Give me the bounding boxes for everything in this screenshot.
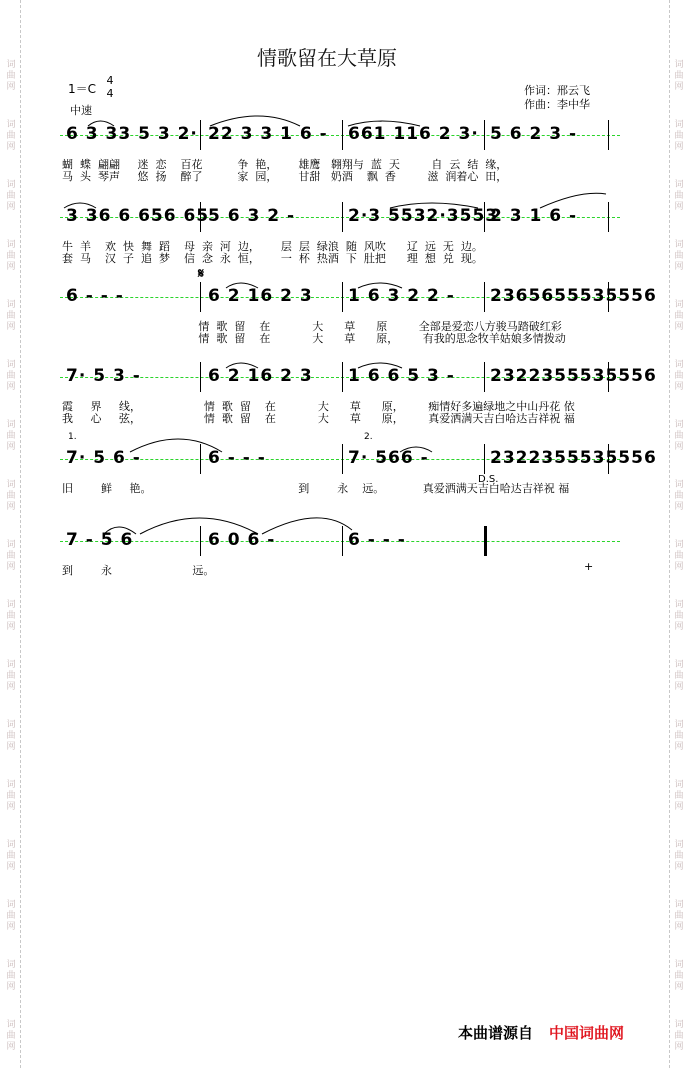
- watermark-char: 曲: [6, 671, 16, 681]
- lyric-line: 我 心 弦， 情 歌 留 在 大 草 原， 真爱洒满天吉白哈达吉祥祝 福: [62, 412, 575, 425]
- watermark-char: 网: [6, 142, 16, 152]
- watermark-char: 词: [674, 240, 684, 250]
- footer-source: [458, 1022, 624, 1043]
- watermark-char: 曲: [6, 851, 16, 861]
- measure-notes: 6 3 33 5 3 2·: [66, 124, 198, 144]
- watermark-char: 词: [674, 600, 684, 610]
- watermark-char: 曲: [6, 1031, 16, 1041]
- measure-notes: 6 - - -: [208, 448, 266, 468]
- tempo-marking: 中速: [70, 104, 92, 117]
- watermark-char: 网: [6, 82, 16, 92]
- watermark-char: 词: [6, 60, 16, 70]
- measure-notes: 661 116 2 3·: [348, 124, 479, 144]
- watermark-char: 词: [6, 480, 16, 490]
- measure-notes: 22 3 3 1 6 -: [208, 124, 328, 144]
- watermark-char: 曲: [674, 851, 684, 861]
- watermark-char: 网: [6, 382, 16, 392]
- watermark-char: 曲: [674, 371, 684, 381]
- watermark-char: 曲: [674, 791, 684, 801]
- watermark-char: 词: [674, 840, 684, 850]
- watermark-char: 词: [6, 180, 16, 190]
- watermark-char: 网: [674, 502, 684, 512]
- watermark-char: 词: [674, 360, 684, 370]
- measure-notes: 2322355535556: [490, 366, 657, 386]
- watermark-char: 词: [6, 720, 16, 730]
- measure-notes: 2·3 5532·3553: [348, 206, 499, 226]
- lyric-line: 情 歌 留 在 大 草 原 全部是爱恋八方骏马踏破红彩: [62, 320, 562, 333]
- watermark-char: 曲: [6, 491, 16, 501]
- lyricist-credit: 作词：邢云飞: [524, 84, 590, 97]
- watermark-char: 网: [674, 202, 684, 212]
- watermark-char: 网: [6, 262, 16, 272]
- watermark-char: 曲: [6, 371, 16, 381]
- watermark-char: 词: [6, 540, 16, 550]
- watermark-char: 网: [6, 982, 16, 992]
- watermark-char: 网: [674, 682, 684, 692]
- first-ending-mark: 1.: [68, 432, 77, 442]
- segno-sign: 𝄋: [198, 266, 205, 282]
- watermark-char: 词: [674, 780, 684, 790]
- measure-notes: 7· 5 6 -: [66, 448, 141, 468]
- watermark-char: 词: [6, 360, 16, 370]
- watermark-char: 曲: [674, 131, 684, 141]
- measure-notes: 6 2 16 2 3: [208, 366, 313, 386]
- watermark-char: 网: [6, 202, 16, 212]
- watermark-char: 词: [6, 240, 16, 250]
- watermark-char: 词: [674, 720, 684, 730]
- watermark-char: 词: [674, 480, 684, 490]
- second-ending-mark: 2.: [364, 432, 373, 442]
- watermark-char: 曲: [674, 191, 684, 201]
- watermark-char: 网: [6, 502, 16, 512]
- watermark-char: 曲: [6, 911, 16, 921]
- lyric-line: 到 永 远。: [62, 564, 215, 577]
- song-title: 情歌留在大草原: [257, 46, 397, 70]
- watermark-char: 词: [6, 300, 16, 310]
- measure-notes: 6 2 16 2 3: [208, 286, 313, 306]
- lyric-line: 马 头 琴声 悠 扬 醉了 家 园， 甘甜 奶酒 飘 香 滋 润着心 田，: [62, 170, 508, 183]
- watermark-char: 词: [6, 420, 16, 430]
- watermark-char: 网: [674, 142, 684, 152]
- watermark-char: 曲: [6, 731, 16, 741]
- measure-notes: 5 6 3 2 -: [208, 206, 296, 226]
- watermark-char: 网: [6, 322, 16, 332]
- measure-notes: 2 3 1 6 -: [490, 206, 578, 226]
- watermark-char: 曲: [674, 671, 684, 681]
- watermark-char: 曲: [6, 71, 16, 81]
- watermark-char: 网: [674, 802, 684, 812]
- watermark-char: 词: [674, 1020, 684, 1030]
- watermark-char: 曲: [6, 431, 16, 441]
- watermark-char: 词: [6, 600, 16, 610]
- time-signature-top: 4: [106, 74, 114, 87]
- watermark-char: 词: [6, 900, 16, 910]
- watermark-char: 曲: [6, 551, 16, 561]
- measure-notes: 6 0 6 -: [208, 530, 276, 550]
- watermark-char: 网: [674, 982, 684, 992]
- lyric-line: 牛 羊 欢 快 舞 蹈 母 亲 河 边， 层 层 绿浪 随 风吹 辽 远 无 边。: [62, 240, 483, 253]
- watermark-char: 曲: [674, 71, 684, 81]
- watermark-char: 网: [6, 442, 16, 452]
- watermark-char: 词: [6, 840, 16, 850]
- watermark-char: 词: [674, 420, 684, 430]
- watermark-char: 曲: [674, 311, 684, 321]
- lyric-line: 情 歌 留 在 大 草 原， 有我的思念牧羊姑娘多情拨动: [62, 332, 566, 345]
- watermark-char: 曲: [6, 311, 16, 321]
- measure-notes: 2322355535556: [490, 448, 657, 468]
- watermark-char: 曲: [674, 971, 684, 981]
- watermark-char: 网: [674, 442, 684, 452]
- measure-notes: 1 6 3 2 2 -: [348, 286, 455, 306]
- ds-marking: D.S.: [478, 474, 499, 485]
- watermark-char: 曲: [6, 191, 16, 201]
- watermark-char: 曲: [6, 971, 16, 981]
- measure-notes: 3 36 6 656 65: [66, 206, 210, 226]
- watermark-char: 曲: [674, 731, 684, 741]
- watermark-char: 网: [6, 622, 16, 632]
- watermark-char: 曲: [6, 611, 16, 621]
- watermark-char: 曲: [674, 611, 684, 621]
- measure-notes: 2365655535556: [490, 286, 657, 306]
- lyric-line: 旧 鲜 艳。 到 永 远。 真爱洒满天吉白哈达吉祥祝 福: [62, 482, 570, 495]
- watermark-char: 曲: [674, 1031, 684, 1041]
- watermark-char: 网: [6, 922, 16, 932]
- watermark-char: 曲: [674, 251, 684, 261]
- watermark-char: 词: [6, 960, 16, 970]
- watermark-char: 词: [6, 660, 16, 670]
- plus-mark: +: [584, 560, 594, 573]
- watermark-char: 曲: [674, 491, 684, 501]
- watermark-char: 曲: [674, 431, 684, 441]
- watermark-char: 词: [6, 120, 16, 130]
- measure-notes: 1 6 6 5 3 -: [348, 366, 455, 386]
- watermark-char: 网: [6, 682, 16, 692]
- watermark-char: 网: [674, 322, 684, 332]
- watermark-char: 词: [674, 540, 684, 550]
- measure-notes: 7· 5 3 -: [66, 366, 141, 386]
- watermark-char: 曲: [6, 131, 16, 141]
- composer-credit: 作曲：李中华: [524, 98, 590, 111]
- watermark-char: 曲: [674, 911, 684, 921]
- watermark-char: 曲: [6, 791, 16, 801]
- watermark-char: 网: [6, 742, 16, 752]
- lyric-line: 套 马 汉 子 追 梦 信 念 永 恒， 一 杯 热酒 下 肚把 理 想 兑 现。: [62, 252, 483, 265]
- source-label: 本曲谱源自: [458, 1024, 534, 1042]
- watermark-char: 网: [674, 922, 684, 932]
- watermark-char: 网: [674, 82, 684, 92]
- watermark-char: 网: [674, 382, 684, 392]
- watermark-char: 词: [674, 180, 684, 190]
- watermark-char: 网: [674, 862, 684, 872]
- watermark-char: 词: [6, 780, 16, 790]
- measure-notes: 7 - 5 6: [66, 530, 134, 550]
- lyric-line: 霞 界 线， 情 歌 留 在 大 草 原， 痴情好多遍绿地之中山丹花 依: [62, 400, 575, 413]
- watermark-char: 网: [674, 742, 684, 752]
- watermark-char: 网: [6, 802, 16, 812]
- watermark-char: 词: [674, 120, 684, 130]
- watermark-char: 曲: [674, 551, 684, 561]
- watermark-char: 网: [6, 562, 16, 572]
- measure-notes: 6 - - -: [348, 530, 406, 550]
- watermark-char: 曲: [6, 251, 16, 261]
- key-signature: 1＝C: [68, 82, 97, 96]
- watermark-char: 网: [674, 262, 684, 272]
- watermark-char: 词: [6, 1020, 16, 1030]
- time-signature-bottom: 4: [106, 87, 114, 100]
- watermark-char: 词: [674, 960, 684, 970]
- watermark-char: 网: [6, 862, 16, 872]
- watermark-char: 词: [674, 900, 684, 910]
- measure-notes: 5 6 2 3 -: [490, 124, 578, 144]
- watermark-char: 词: [674, 300, 684, 310]
- watermark-char: 词: [674, 60, 684, 70]
- lyric-line: 蝴 蝶 翩翩 迷 恋 百花 争 艳， 雄鹰 翱翔与 蓝 天 自 云 结 缘，: [62, 158, 508, 171]
- watermark-char: 网: [674, 562, 684, 572]
- site-name-link[interactable]: 中国词曲网: [549, 1024, 625, 1042]
- watermark-char: 网: [674, 622, 684, 632]
- watermark-char: 网: [674, 1042, 684, 1052]
- watermark-char: 词: [674, 660, 684, 670]
- measure-notes: 6 - - -: [66, 286, 124, 306]
- measure-notes: 7· 566 -: [348, 448, 429, 468]
- watermark-char: 网: [6, 1042, 16, 1052]
